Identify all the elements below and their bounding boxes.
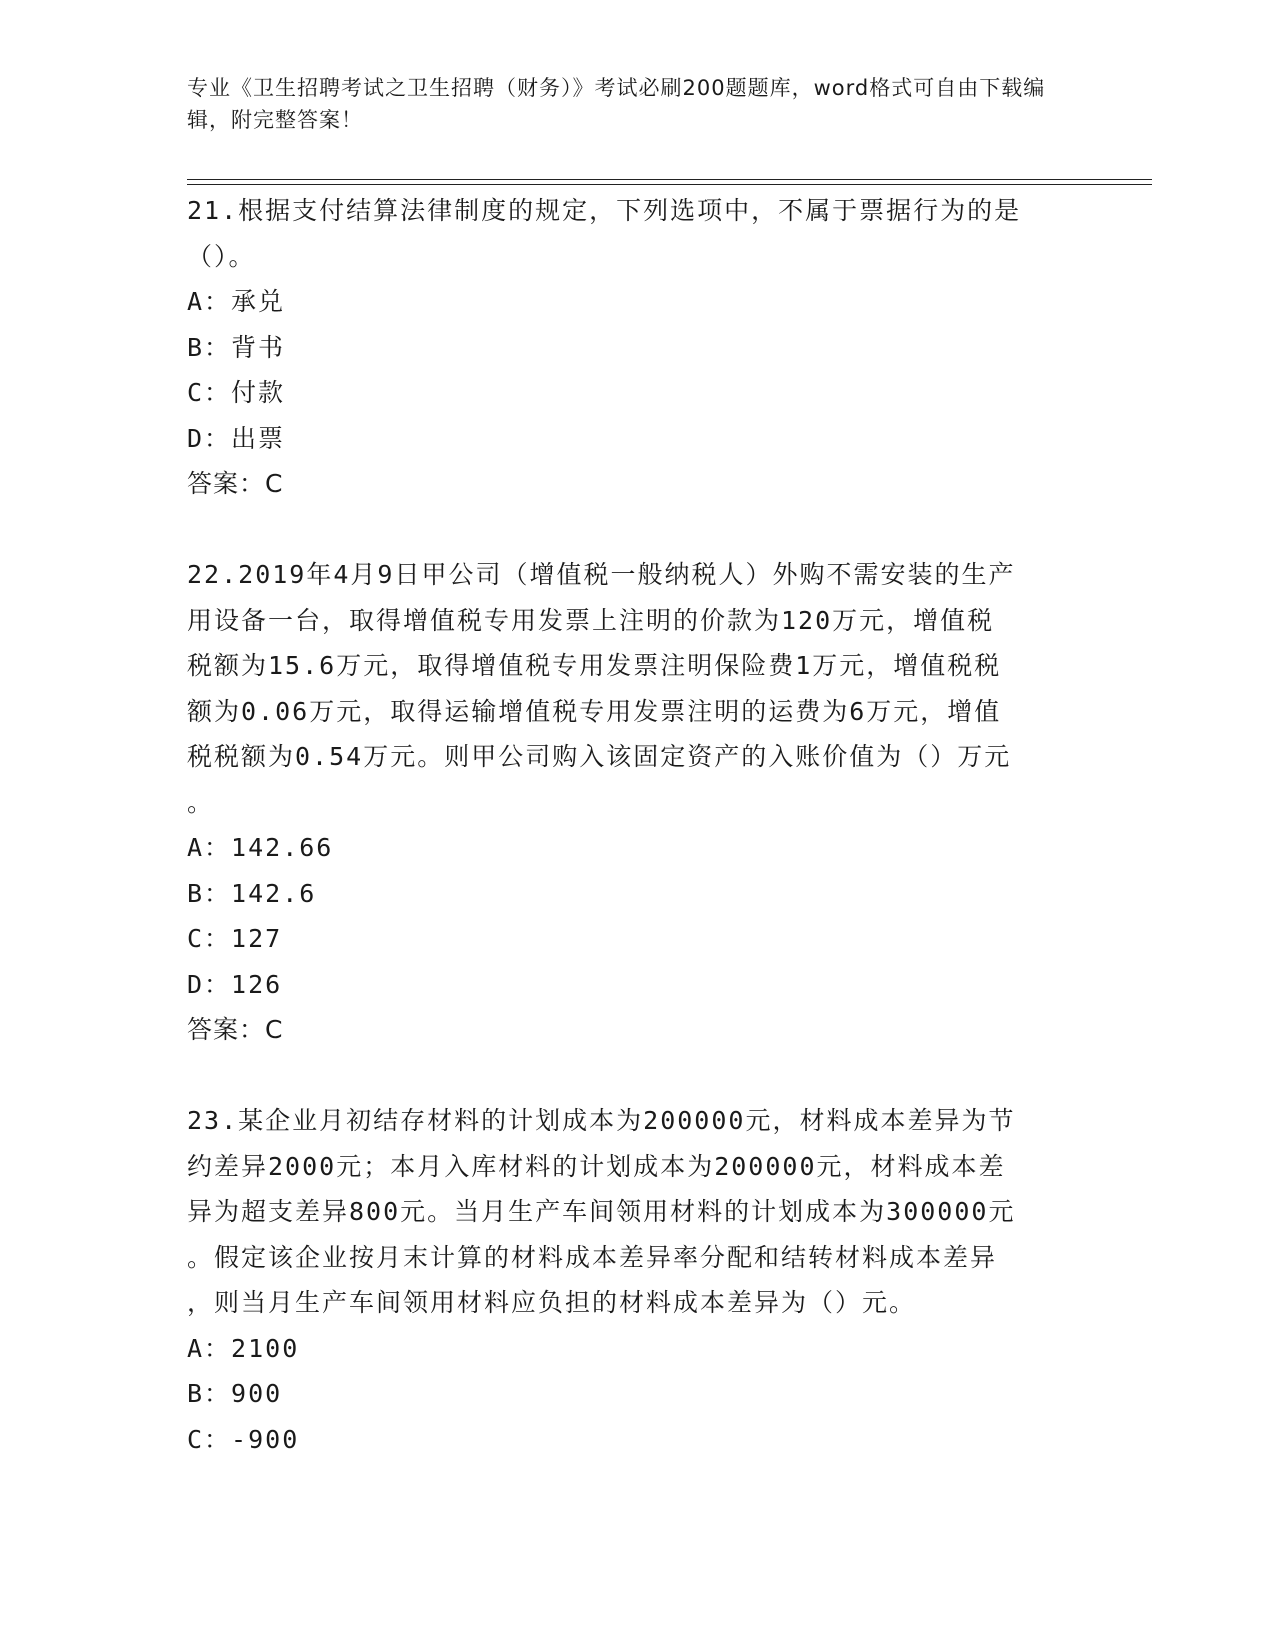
option-d: D：出票 — [187, 423, 286, 453]
question-text-line: 。假定该企业按月末计算的材料成本差异率分配和结转材料成本差异 — [187, 1242, 998, 1272]
option-c: C：-900 — [187, 1424, 300, 1454]
option-d: D：126 — [187, 969, 283, 999]
option-a: A：142.66 — [187, 833, 334, 862]
question-text-line: 23.某企业月初结存材料的计划成本为200000元，材料成本差异为节 — [187, 1106, 1016, 1135]
header-divider-bottom — [187, 184, 1152, 185]
question-23 — [187, 1098, 1087, 1462]
document-header: 专业《卫生招聘考试之卫生招聘（财务）》考试必刷200题题库，word格式可自由下载编辑，附完整答案！ — [187, 76, 1046, 132]
option-a: A：承兑 — [187, 287, 286, 316]
option-b: B：142.6 — [187, 878, 317, 908]
option-b: B：背书 — [187, 332, 286, 362]
option-c: C：付款 — [187, 378, 286, 407]
question-text-line: 22.2019年4月9日甲公司（增值税一般纳税人）外购不需安装的生产 — [187, 560, 1016, 589]
answer-label: 答案：C — [187, 1015, 284, 1044]
question-text-line: 异为超支差异800元。当月生产车间领用材料的计划成本为300000元 — [187, 1197, 1016, 1226]
question-text-line: 。 — [187, 787, 215, 817]
question-spacer — [187, 1053, 1087, 1099]
question-text-line: 用设备一台，取得增值税专用发票上注明的价款为120万元，增值税 — [187, 605, 995, 635]
question-text-line: 21.根据支付结算法律制度的规定，下列选项中，不属于票据行为的是 — [187, 196, 1022, 225]
question-22 — [187, 552, 1087, 1053]
question-text-line: 约差异2000元；本月入库材料的计划成本为200000元，材料成本差 — [187, 1151, 1006, 1181]
question-text-line: ，则当月生产车间领用材料应负担的材料成本差异为（）元。 — [187, 1288, 917, 1317]
header-divider-top — [187, 179, 1152, 180]
question-text-line: （）。 — [187, 241, 256, 271]
question-text-line: 税税额为0.54万元。则甲公司购入该固定资产的入账价值为（）万元 — [187, 742, 1012, 771]
question-text-line: 额为0.06万元，取得运输增值税专用发票注明的运费为6万元，增值 — [187, 696, 1002, 726]
option-c: C：127 — [187, 924, 283, 953]
question-21 — [187, 188, 1087, 507]
question-list — [187, 188, 1087, 1462]
option-a: A：2100 — [187, 1333, 300, 1363]
answer-label: 答案：C — [187, 469, 284, 498]
question-spacer — [187, 507, 1087, 553]
question-text-line: 税额为15.6万元，取得增值税专用发票注明保险费1万元，增值税税 — [187, 651, 1002, 680]
option-b: B：900 — [187, 1379, 283, 1408]
